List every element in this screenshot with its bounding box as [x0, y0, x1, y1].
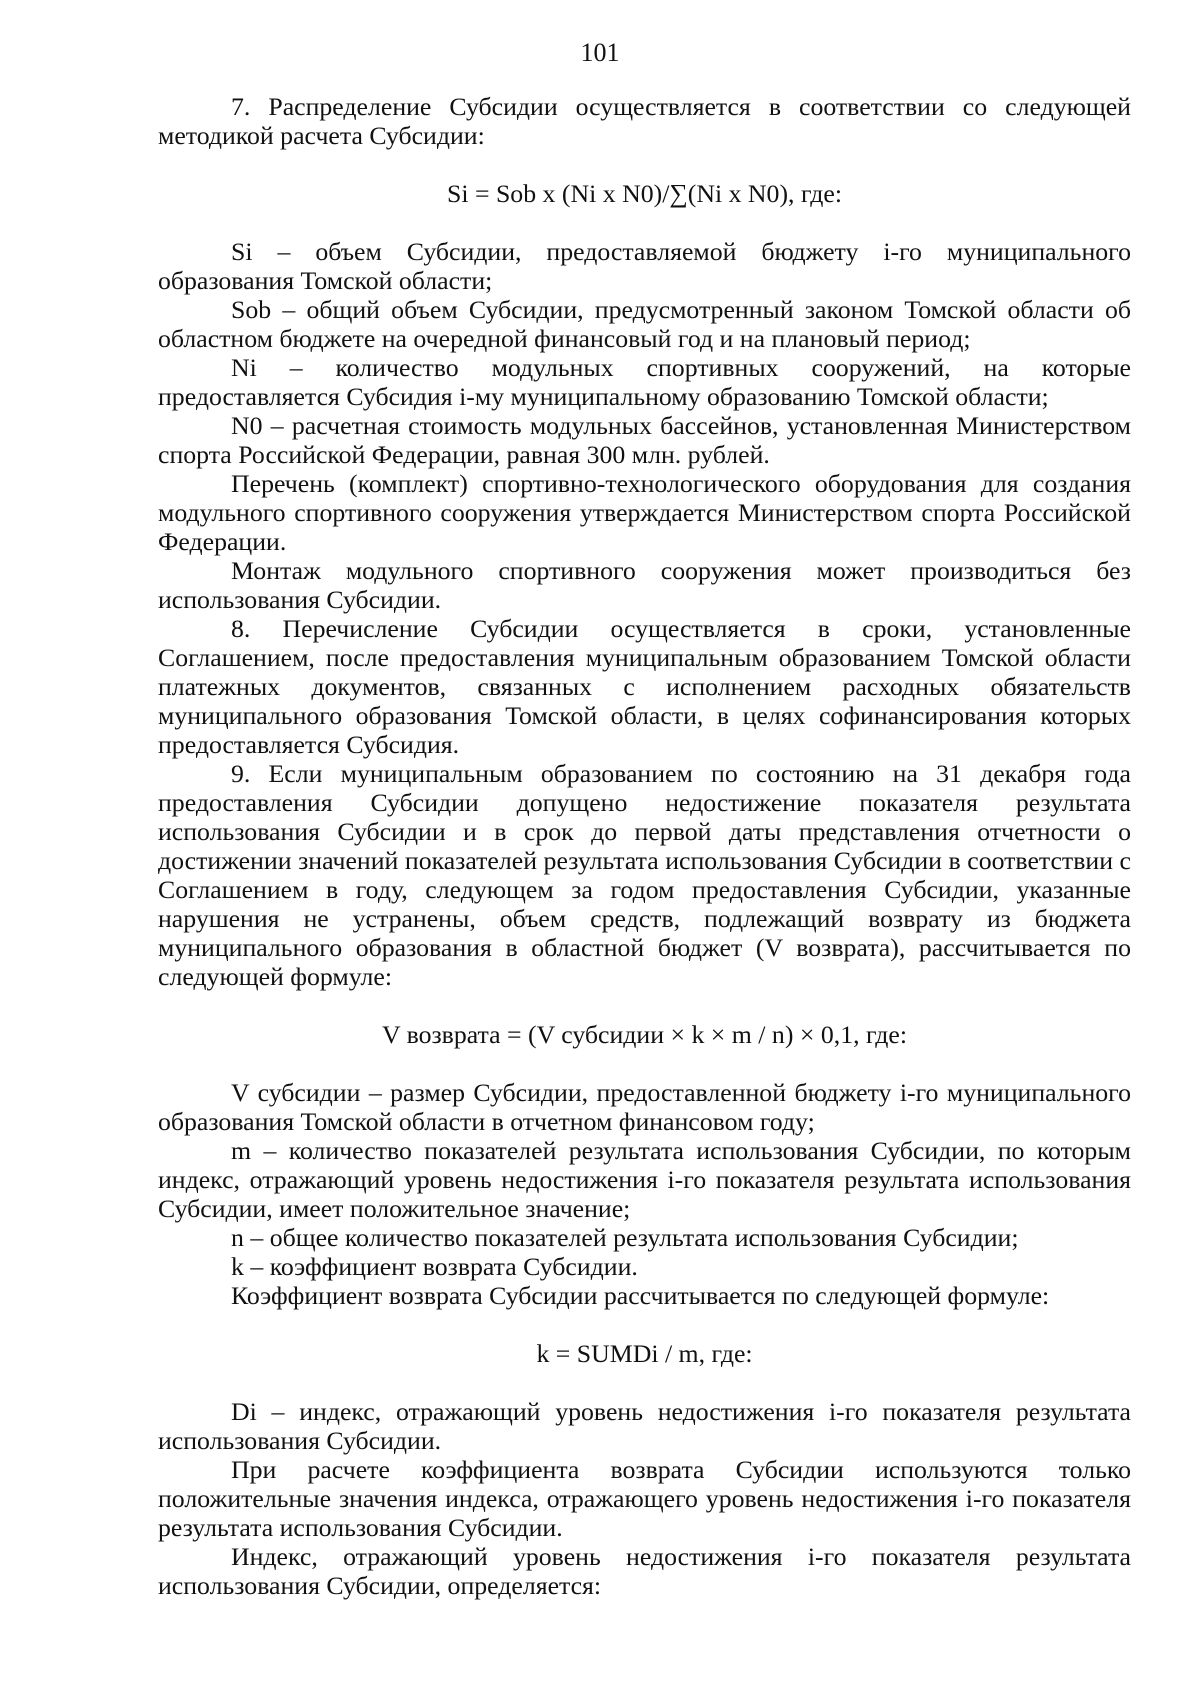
- definition-m: m – количество показателей результата использования Субсидии, по которым индекс, отражающий уровень недостижения i-го показателя результата использования Субсидии, имеет положительное значение;: [158, 1136, 1131, 1223]
- spacer: [158, 1049, 1131, 1078]
- formula-coefficient: k = SUMDi / m, где:: [536, 1339, 753, 1368]
- definition-n0: N0 – расчетная стоимость модульных бассейнов, установленная Министерством спорта Российской Федерации, равная 300 млн. рублей.: [158, 411, 1131, 469]
- paragraph-7: 7. Распределение Субсидии осуществляется в соответствии со следующей методикой расчета Субсидии:: [158, 92, 1131, 150]
- document-body: [158, 92, 1131, 1600]
- paragraph-9: 9. Если муниципальным образованием по состоянию на 31 декабря года предоставления Субсидии допущено недостижение показателя результата использования Субсидии и в срок до первой даты представления отчетности о достижении значений показателей результата использования Субсидии в соответствии с Соглашением в году, следующем за годом предоставления Субсидии, указанные нарушения не устранены, объем средств, подлежащий возврату из бюджета муниципального образования в областной бюджет (V возврата), рассчитывается по следующей формуле:: [158, 759, 1131, 991]
- definition-k: k – коэффициент возврата Субсидии.: [231, 1252, 638, 1281]
- definition-di: Di – индекс, отражающий уровень недостижения i-го показателя результата использования Субсидии.: [158, 1397, 1131, 1455]
- paragraph-coefficient: Коэффициент возврата Субсидии рассчитывается по следующей формуле:: [231, 1281, 1050, 1310]
- spacer: [158, 208, 1131, 237]
- spacer: [158, 150, 1131, 179]
- formula-subsidy-distribution: Si = Sob x (Ni x N0)/∑(Ni x N0), где:: [446, 179, 842, 208]
- definition-sob: Sob – общий объем Субсидии, предусмотренный законом Томской области об областном бюджете на очередной финансовый год и на плановый период;: [158, 295, 1131, 353]
- paragraph-index-definition: Индекс, отражающий уровень недостижения i-го показателя результата использования Субсидии, определяется:: [158, 1542, 1131, 1600]
- definition-v-subsidy: V субсидии – размер Субсидии, предоставленной бюджету i-го муниципального образования Томской области в отчетном финансовом году;: [158, 1078, 1131, 1136]
- spacer: [158, 1368, 1131, 1397]
- definition-ni: Ni – количество модульных спортивных сооружений, на которые предоставляется Субсидия i-му муниципальному образованию Томской области;: [158, 353, 1131, 411]
- page-number: 101: [580, 38, 620, 67]
- definition-si: Si – объем Субсидии, предоставляемой бюджету i-го муниципального образования Томской области;: [158, 237, 1131, 295]
- paragraph-installation: Монтаж модульного спортивного сооружения может производиться без использования Субсидии.: [158, 556, 1131, 614]
- spacer: [158, 1310, 1131, 1339]
- paragraph-8: 8. Перечисление Субсидии осуществляется в сроки, установленные Соглашением, после предоставления муниципальным образованием Томской области платежных документов, связанных с исполнением расходных обязательств муниципального образования Томской области, в целях софинансирования которых предоставляется Субсидия.: [158, 614, 1131, 759]
- paragraph-positive-values: При расчете коэффициента возврата Субсидии используются только положительные значения индекса, отражающего уровень недостижения i-го показателя результата использования Субсидии.: [158, 1455, 1131, 1542]
- paragraph-equipment-list: Перечень (комплект) спортивно-технологического оборудования для создания модульного спортивного сооружения утверждается Министерством спорта Российской Федерации.: [158, 469, 1131, 556]
- formula-refund: V возврата = (V субсидии × k × m / n) × 0,1, где:: [381, 1020, 908, 1049]
- spacer: [158, 991, 1131, 1020]
- definition-n: n – общее количество показателей результата использования Субсидии;: [231, 1223, 1019, 1252]
